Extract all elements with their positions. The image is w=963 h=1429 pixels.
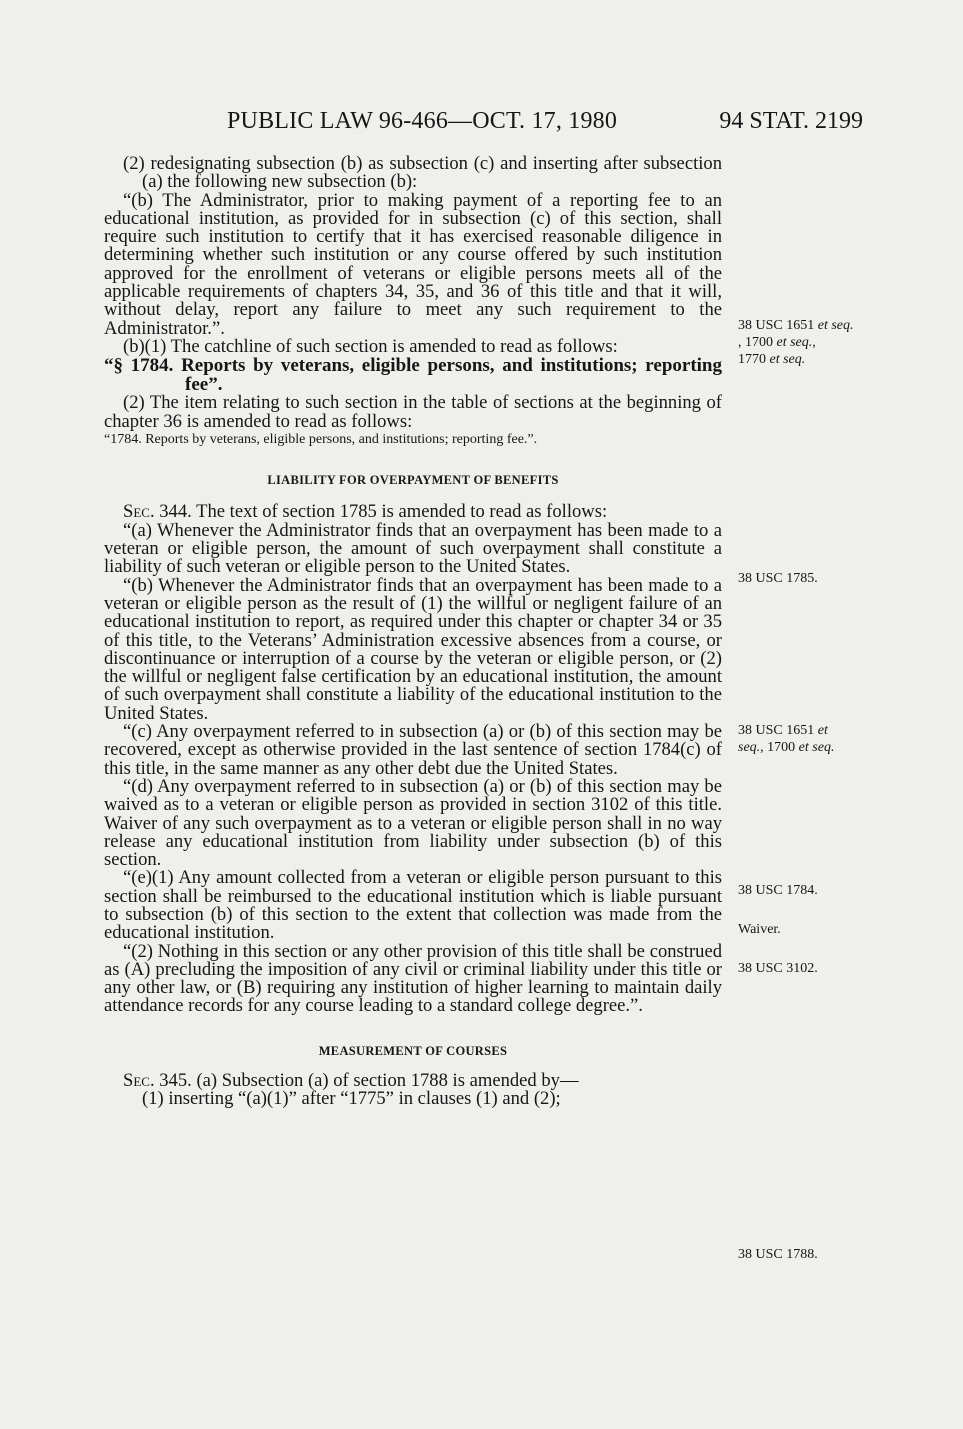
section-345-label: Sec. 345. (123, 1070, 192, 1092)
margin-note-usc-1788: 38 USC 1788. (738, 1247, 818, 1262)
margin-note-italic: et seq. (776, 335, 813, 350)
paragraph-catchline-amend: (b)(1) The catchline of such section is amended to read as follows: (123, 335, 618, 357)
margin-note-usc-1651-1700 (738, 722, 878, 756)
paragraph-table-item: (2) The item relating to such section in the table of sections at the beginning of chapter 36 is amended to read as follows: (104, 392, 722, 432)
margin-note-italic: et seq. (817, 318, 854, 333)
table-of-sections-entry: “1784. Reports by veterans, eligible persons, and institutions; reporting fee.”. (104, 431, 538, 447)
margin-note-usc-3102: 38 USC 3102. (738, 961, 818, 976)
header-stat-page: 94 STAT. 2199 (719, 108, 863, 134)
body-text (104, 155, 722, 1109)
margin-note-italic: seq. (738, 740, 761, 755)
margin-note-usc-1784: 38 USC 1784. (738, 883, 818, 898)
margin-note-italic: et seq. (798, 740, 835, 755)
paragraph-subsection-b: “(b) The Administrator, prior to making payment of a reporting fee to an educational institution, as provided for in subsection (c) of this section, shall require such institution to certify that it has exercised reasonable diligence in determining whether such institution or any course offered by such institution approved for the enrollment of veterans or eligible persons meets all of the applicable requirements of chapters 34, 35, and 36 of this title and that it will, without delay, report any failure to meet any such requirement to the Administrator.”. (104, 189, 722, 339)
margin-note-text: , (812, 335, 816, 350)
section-344-text: The text of section 1785 is amended to read as follows: (191, 501, 608, 523)
margin-note-italic: et (817, 723, 828, 738)
paragraph-overpayment-e1: “(e)(1) Any amount collected from a veteran or eligible person pursuant to this section shall be reimbursed to the educational institution which is liable pursuant to subsection (b) of this section to the extent that collection was made from the educational institution. (104, 867, 722, 944)
margin-note-text: 38 USC 1651 (738, 723, 818, 738)
heading-liability-overpayment: LIABILITY FOR OVERPAYMENT OF BENEFITS (267, 473, 559, 488)
margin-note-text: , 1700 (760, 740, 799, 755)
paragraph-overpayment-a: “(a) Whenever the Administrator finds that an overpayment has been made to a veteran or eligible person, the amount of such overpayment shall constitute a liability of such veteran or eligible person to the United States. (104, 519, 722, 578)
paragraph-overpayment-e2: “(2) Nothing in this section or any other provision of this title shall be construed as (A) precluding the imposition of any civil or criminal liability under this title or any other law, or (B) requiring any institution of higher learning to maintain daily attendance records for any course leading to a standard college degree.”. (104, 940, 722, 1017)
paragraph-inserting: (1) inserting “(a)(1)” after “1775” in clauses (1) and (2); (142, 1088, 561, 1110)
header-title: PUBLIC LAW 96-466—OCT. 17, 1980 (227, 108, 618, 134)
paragraph-overpayment-b: “(b) Whenever the Administrator finds that an overpayment has been made to a veteran or eligible person as the result of (1) the willful or negligent failure of an educational institution to report, as required under this chapter or chapter 34 or 35 of this title, to the Veterans’ Administration excessive absences from a course, or discontinuance or interruption of a course by the veteran or eligible person, or (2) the willful or negligent false certification by an educational institution, the amount of such overpayment shall constitute a liability of the educational institution to the United States. (104, 574, 722, 724)
section-344-label: Sec. 344. (123, 501, 192, 523)
heading-measurement-courses: MEASUREMENT OF COURSES (318, 1043, 508, 1058)
paragraph-redesignating: (2) redesignating subsection (b) as subsection (c) and inserting after subsection (a) the following new subsection (b): (123, 153, 722, 193)
margin-note-usc-1785: 38 USC 1785. (738, 571, 818, 586)
paragraph-overpayment-d: “(d) Any overpayment referred to in subsection (a) or (b) of this section may be waived as to a veteran or eligible person as provided in section 3102 of this title. Waiver of any such overpayment as to a veteran or eligible person shall in no way release any educational institution from liability under subsection (b) of this section. (104, 775, 722, 871)
section-345-text: (a) Subsection (a) of section 1788 is amended by— (191, 1070, 579, 1092)
margin-note-text: 38 USC 1651 (738, 318, 818, 333)
margin-note-text: , 1700 (738, 335, 777, 350)
margin-note-italic: et seq. (769, 352, 806, 367)
margin-note-waiver: Waiver. (738, 922, 781, 937)
section-catchline: “§ 1784. Reports by veterans, eligible persons, and institutions; reporting fee”. (104, 355, 722, 396)
paragraph-overpayment-c: “(c) Any overpayment referred to in subsection (a) or (b) of this section may be recovered, except as otherwise provided in the last sentence of section 1784(c) of this title, in the same manner as any other debt due the United States. (104, 721, 722, 779)
margin-note-usc-1651 (738, 317, 878, 368)
section-344 (104, 503, 722, 521)
margin-note-text: 1770 (738, 352, 770, 367)
